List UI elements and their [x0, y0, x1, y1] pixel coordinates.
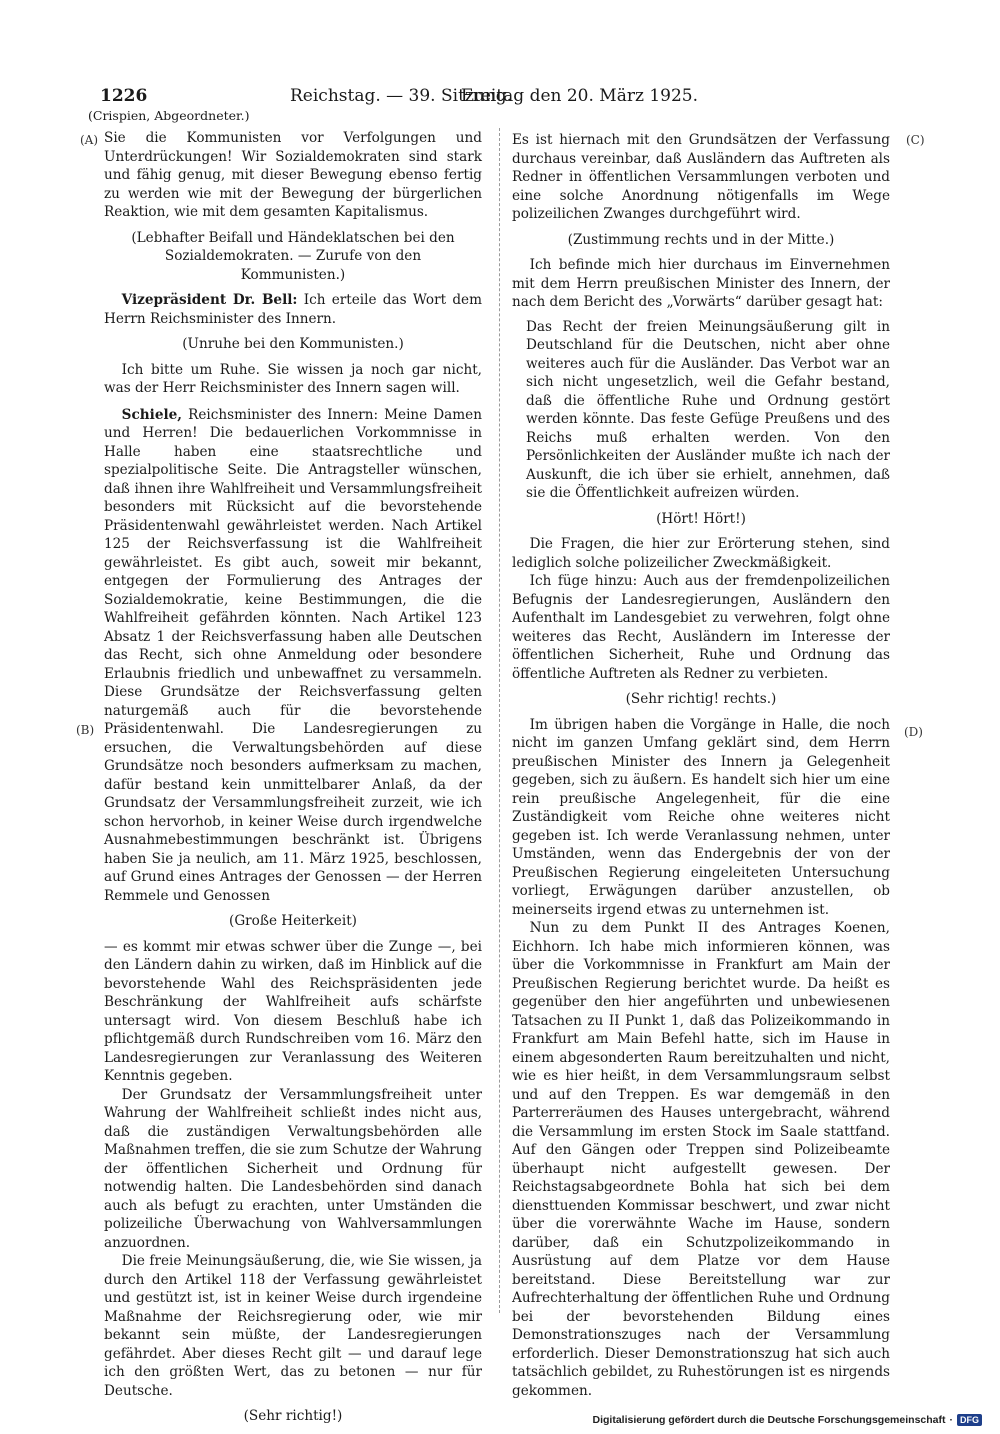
paragraph: Im übrigen haben die Vorgänge in Halle, die noch nicht im ganzen Umfang geklärt sind, dem Herrn preußischen Minister des Innern ja Gelegenheit gegeben, sich zu äußern. Es handelt sich hier um eine rein preußische Angelegenheit, für die eine Zuständigkeit vom Reiche ohne weiteres nicht gegeben ist. Ich werde Veranlassung nehmen, unter Umständen, wenn das Endergebnis der von der Preußischen Regierung eingeleiteten Untersuchung vorliegt, Erwägungen darüber anzustellen, ob meinerseits irgend etwas zu unternehmen ist.	[512, 716, 890, 918]
interjection: (Sehr richtig! rechts.)	[625, 691, 777, 707]
quotation: Das Recht der freien Meinungsäußerung gilt in Deutschland für die Deutschen, nicht aber ohne weiteres auch für die Ausländer. Das Verbot war an sich nicht ungesetzlich, weil die Gefahr bestand, daß die öffentliche Ruhe und Ordnung gestört werden könnte. Das feste Gefüge Preußens und des Reichs muß erhalten werden. Von den Persönlichkeiten der Ausländer mußte ich nach der Auskunft, die ich über sie erhielt, annehmen, daß sie die Öffentlichkeit aufreizen würden.	[526, 318, 890, 501]
speaker-name: Schiele,	[121, 406, 183, 423]
paragraph: Ich befinde mich hier durchaus im Einvernehmen mit dem Herrn preußischen Minister des Innern, der nach dem Bericht des „Vorwärts“ darüber gesagt hat:	[512, 257, 890, 310]
page-title: Reichstag. — 39. Sitzung.	[290, 86, 513, 106]
paragraph: Ich füge hinzu: Auch aus der fremdenpolizeilichen Befugnis der Landesregierungen, Ausländern den Aufenthalt im Landesgebiet zu verwehren, folgt ohne weiteres das Recht, Ausländern im Interesse der öffentlichen Sicherheit, Ruhe und Ordnung das öffentliche Auftreten als Redner zu verbieten.	[512, 573, 890, 682]
margin-marker-c: (C)	[906, 133, 925, 147]
interjection: (Sehr richtig!)	[243, 1408, 343, 1424]
interjection: (Zustimmung rechts und in der Mitte.)	[567, 231, 835, 248]
footer-credit	[593, 1414, 982, 1426]
interjection: (Große Heiterkeit)	[229, 913, 357, 929]
interjection: (Lebhafter Beifall und Händeklatschen bei den Sozialdemokraten. — Zurufe von den Kommunisten.)	[131, 229, 455, 283]
margin-marker-d: (D)	[904, 725, 923, 739]
speech-text: Ich erteile das Wort dem Herrn Reichsminister des Innern.	[104, 292, 482, 327]
paragraph: Die freie Meinungsäußerung, die, wie Sie wissen, ja durch den Artikel 118 der Verfassung gewährleistet und gestützt ist, ist in keiner Weise durch irgendeine Maßnahme der Reichsregierung oder, wie mir bekannt sein müßte, der Landesregierungen gefährdet. Aber dieses Recht gilt — und darauf lege ich den größten Wert, das zu betonen — nur für Deutsche.	[104, 1253, 482, 1399]
interjection: (Unruhe bei den Kommunisten.)	[182, 336, 404, 352]
footer-text: Digitalisierung gefördert durch die Deutsche Forschungsgemeinschaft	[592, 1414, 946, 1426]
paragraph: Es ist hiernach mit den Grundsätzen der Verfassung durchaus vereinbar, daß Ausländern das Auftreten als Redner in öffentlichen Versammlungen verboten und eine solche Anordnung nötigenfalls im Wege polizeilichen Zwanges durchgeführt wird.	[512, 132, 890, 222]
paragraph: Nun zu dem Punkt II des Antrages Koenen, Eichhorn. Ich habe mich informieren können, was über die Vorkommnisse in Frankfurt am Main der Preußischen Regierung berichtet wurde. Da heißt es gegenüber den hier angeführten und unbewiesenen Tatsachen zu II Punkt 1, daß das Polizeikommando in Frankfurt am Main Befehl hatte, sich im Hause in einem abgesonderten Raum bereitzuhalten und nicht, wie es hier heißt, in dem Versammlungsraum selbst und auf den Treppen. Es war demgemäß in den Parterreräumen des Hauses untergebracht, während die Versammlung im ersten Stock im Saale stattfand. Auf den Gängen oder Treppen sind Polizeibeamte überhaupt nicht aufgestellt gewesen. Der Reichstagsabgeordnete Bohla hat sich bei dem diensttuenden Kommissar beschwert, und zwar nicht über die vorerwähnte Wache im Hause, sondern darüber, daß ein Schutzpolizeikommando in Ausrüstung auf dem Platze vor dem Hause bereitstand. Diese Bereitstellung war zur Aufrechterhaltung der öffentlichen Ruhe und Ordnung bei der bevorstehenden Bildung eines Demonstrationszuges nach der Versammlung erforderlich. Dieser Demonstrationszug hat sich auch tatsächlich gebildet, zu Ruhestörungen ist es nirgends gekommen.	[512, 920, 890, 1399]
paragraph: Sie die Kommunisten vor Verfolgungen und Unterdrückungen! Wir Sozialdemokraten sind stark und fähig genug, mit dieser Bewegung ebenso fertig zu werden wie mit der Bewegung der bürgerlichen Reaktion, wie mit dem gesamten Kapitalismus.	[104, 130, 482, 220]
speaker-continued: (Crispien, Abgeordneter.)	[88, 108, 250, 123]
dfg-logo-icon: DFG	[957, 1414, 982, 1426]
interjection: (Hört! Hört!)	[656, 510, 746, 527]
column-divider	[499, 128, 500, 1313]
speaker-name: Vizepräsident Dr. Bell:	[121, 292, 298, 308]
paragraph	[104, 406, 482, 906]
page-header	[100, 86, 698, 110]
paragraph: Die Fragen, die hier zur Erörterung stehen, sind lediglich solche polizeilicher Zweckmäßigkeit.	[512, 536, 890, 571]
margin-marker-b: (B)	[76, 723, 95, 737]
session-date: Freitag den 20. März 1925.	[460, 86, 698, 106]
paragraph: Ich bitte um Ruhe. Sie wissen ja noch gar nicht, was der Herr Reichsminister des Innern sagen will.	[104, 361, 482, 396]
paragraph: — es kommt mir etwas schwer über die Zunge —, bei den Ländern dahin zu wirken, daß im Hinblick auf die bevorstehende Wahl des Reichspräsidenten jede Beschränkung der Wahlfreiheit aufs schärfste untersagt wird. Von diesem Beschluß habe ich pflichtgemäß durch Rundschreiben vom 16. März den Landesregierungen zur Veranlassung des Weiteren Kenntnis gegeben.	[104, 938, 482, 1084]
right-column	[512, 131, 890, 1400]
paragraph	[104, 291, 482, 328]
margin-marker-a: (A)	[80, 133, 99, 147]
speech-text: Reichsminister des Innern: Meine Damen und Herren! Die bedauerlichen Vorkommnisse in Halle haben eine staatsrechtliche und spezialpolitische Seite. Die Antragsteller wünschen, daß ihnen ihre Wahlfreiheit und Versammlungsfreiheit besonders mit Rücksicht auf die bevorstehende Präsidentenwahl gewährleistet werden. Nach Artikel 125 der Reichsverfassung ist die Wahlfreiheit gewährleistet. Es gibt auch, soweit mir bekannt, entgegen der Formulierung des Antrages der Sozialdemokratie, keine Bestimmungen, die die Wahlfreiheit gefährden könnten. Nach Artikel 123 Absatz 1 der Reichsverfassung haben alle Deutschen das Recht, sich ohne Anmeldung oder besondere Erlaubnis friedlich und unbewaffnet zu versammeln. Diese Grundsätze der Reichsverfassung gelten naturgemäß auch für die bevorstehende Präsidentenwahl. Die Landesregierungen zu ersuchen, die Verwaltungsbehörden auf diese Grundsätze noch besonders aufmerksam zu machen, dafür bestand kein unmittelbarer Anlaß, da der Grundsatz der Versammlungsfreiheit zurzeit, wie ich schon hervorhob, in keiner Weise durch irgendwelche Ausnahmebestimmungen beschränkt ist. Übrigens haben Sie ja neulich, am 11. März 1925, beschlossen, auf Grund eines Antrages der Genossen — der Herren Remmele und Genossen	[104, 406, 482, 904]
page-number: 1226	[100, 86, 148, 106]
separator-dot: ·	[949, 1414, 953, 1426]
left-column	[104, 129, 482, 1433]
paragraph: Der Grundsatz der Versammlungsfreiheit unter Wahrung der Wahlfreiheit schließt indes nicht aus, daß die zuständigen Verwaltungsbehörden alle Maßnahmen treffen, die sie zum Schutze der Wahrung der öffentlichen Sicherheit und Ordnung für notwendig halten. Die Landesbehörden sind danach auch als befugt zu erachten, unter Umständen die polizeiliche Überwachung von Wahlversammlungen anzuordnen.	[104, 1086, 482, 1251]
